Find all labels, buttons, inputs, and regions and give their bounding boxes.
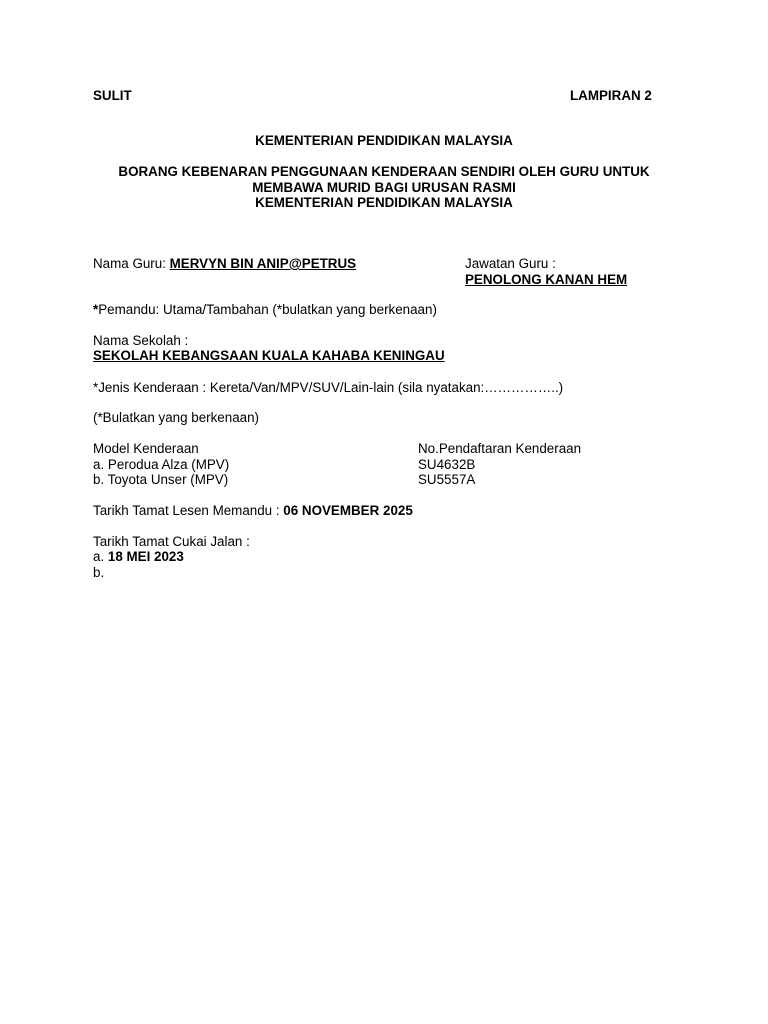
- driver-row: [93, 302, 437, 318]
- vehicle-type: *Jenis Kenderaan : Kereta/Van/MPV/SUV/Lain-lain (sila nyatakan:……………..): [93, 380, 564, 395]
- teacher-position-value: PENOLONG KANAN HEM: [465, 272, 628, 287]
- vehicle-model-a: a. Perodua Alza (MPV): [93, 457, 230, 472]
- teacher-name-label: Nama Guru:: [93, 256, 170, 271]
- vehicle-model-b: b. Toyota Unser (MPV): [93, 472, 229, 487]
- driver-asterisk: *: [93, 302, 99, 317]
- circle-note: (*Bulatkan yang berkenaan): [93, 410, 260, 425]
- license-label: Tarikh Tamat Lesen Memandu :: [93, 503, 284, 518]
- driver-text: Pemandu: Utama/Tambahan (*bulatkan yang berkenaan): [98, 302, 437, 317]
- school-label: Nama Sekolah :: [93, 333, 189, 348]
- vehicle-reg-b: SU5557A: [418, 472, 476, 487]
- road-tax-label: Tarikh Tamat Cukai Jalan :: [93, 534, 250, 549]
- teacher-name-value: MERVYN BIN ANIP@PETRUS: [169, 256, 357, 271]
- school-value: SEKOLAH KEBANGSAAN KUALA KAHABA KENINGAU: [93, 348, 445, 363]
- vehicle-reg-header: No.Pendaftaran Kenderaan: [418, 441, 582, 456]
- teacher-position-label: Jawatan Guru :: [465, 256, 556, 271]
- form-title-line-1: BORANG KEBENARAN PENGGUNAAN KENDERAAN SENDIRI OLEH GURU UNTUK: [118, 164, 650, 179]
- form-title-line-3: KEMENTERIAN PENDIDIKAN MALAYSIA: [255, 195, 513, 210]
- classification-label: SULIT: [93, 88, 132, 103]
- road-tax-b-prefix: b.: [93, 565, 105, 580]
- ministry-title: KEMENTERIAN PENDIDIKAN MALAYSIA: [255, 133, 513, 148]
- road-tax-a-row: [93, 549, 184, 565]
- vehicle-model-header: Model Kenderaan: [93, 441, 199, 456]
- vehicle-reg-a: SU4632B: [418, 457, 476, 472]
- road-tax-a-value: 18 MEI 2023: [107, 549, 184, 564]
- teacher-name-row: [93, 256, 356, 272]
- license-value: 06 NOVEMBER 2025: [283, 503, 413, 518]
- license-row: [93, 503, 413, 519]
- attachment-label: LAMPIRAN 2: [570, 88, 652, 103]
- form-title-line-2: MEMBAWA MURID BAGI URUSAN RASMI: [252, 180, 516, 195]
- road-tax-a-prefix: a.: [93, 549, 108, 564]
